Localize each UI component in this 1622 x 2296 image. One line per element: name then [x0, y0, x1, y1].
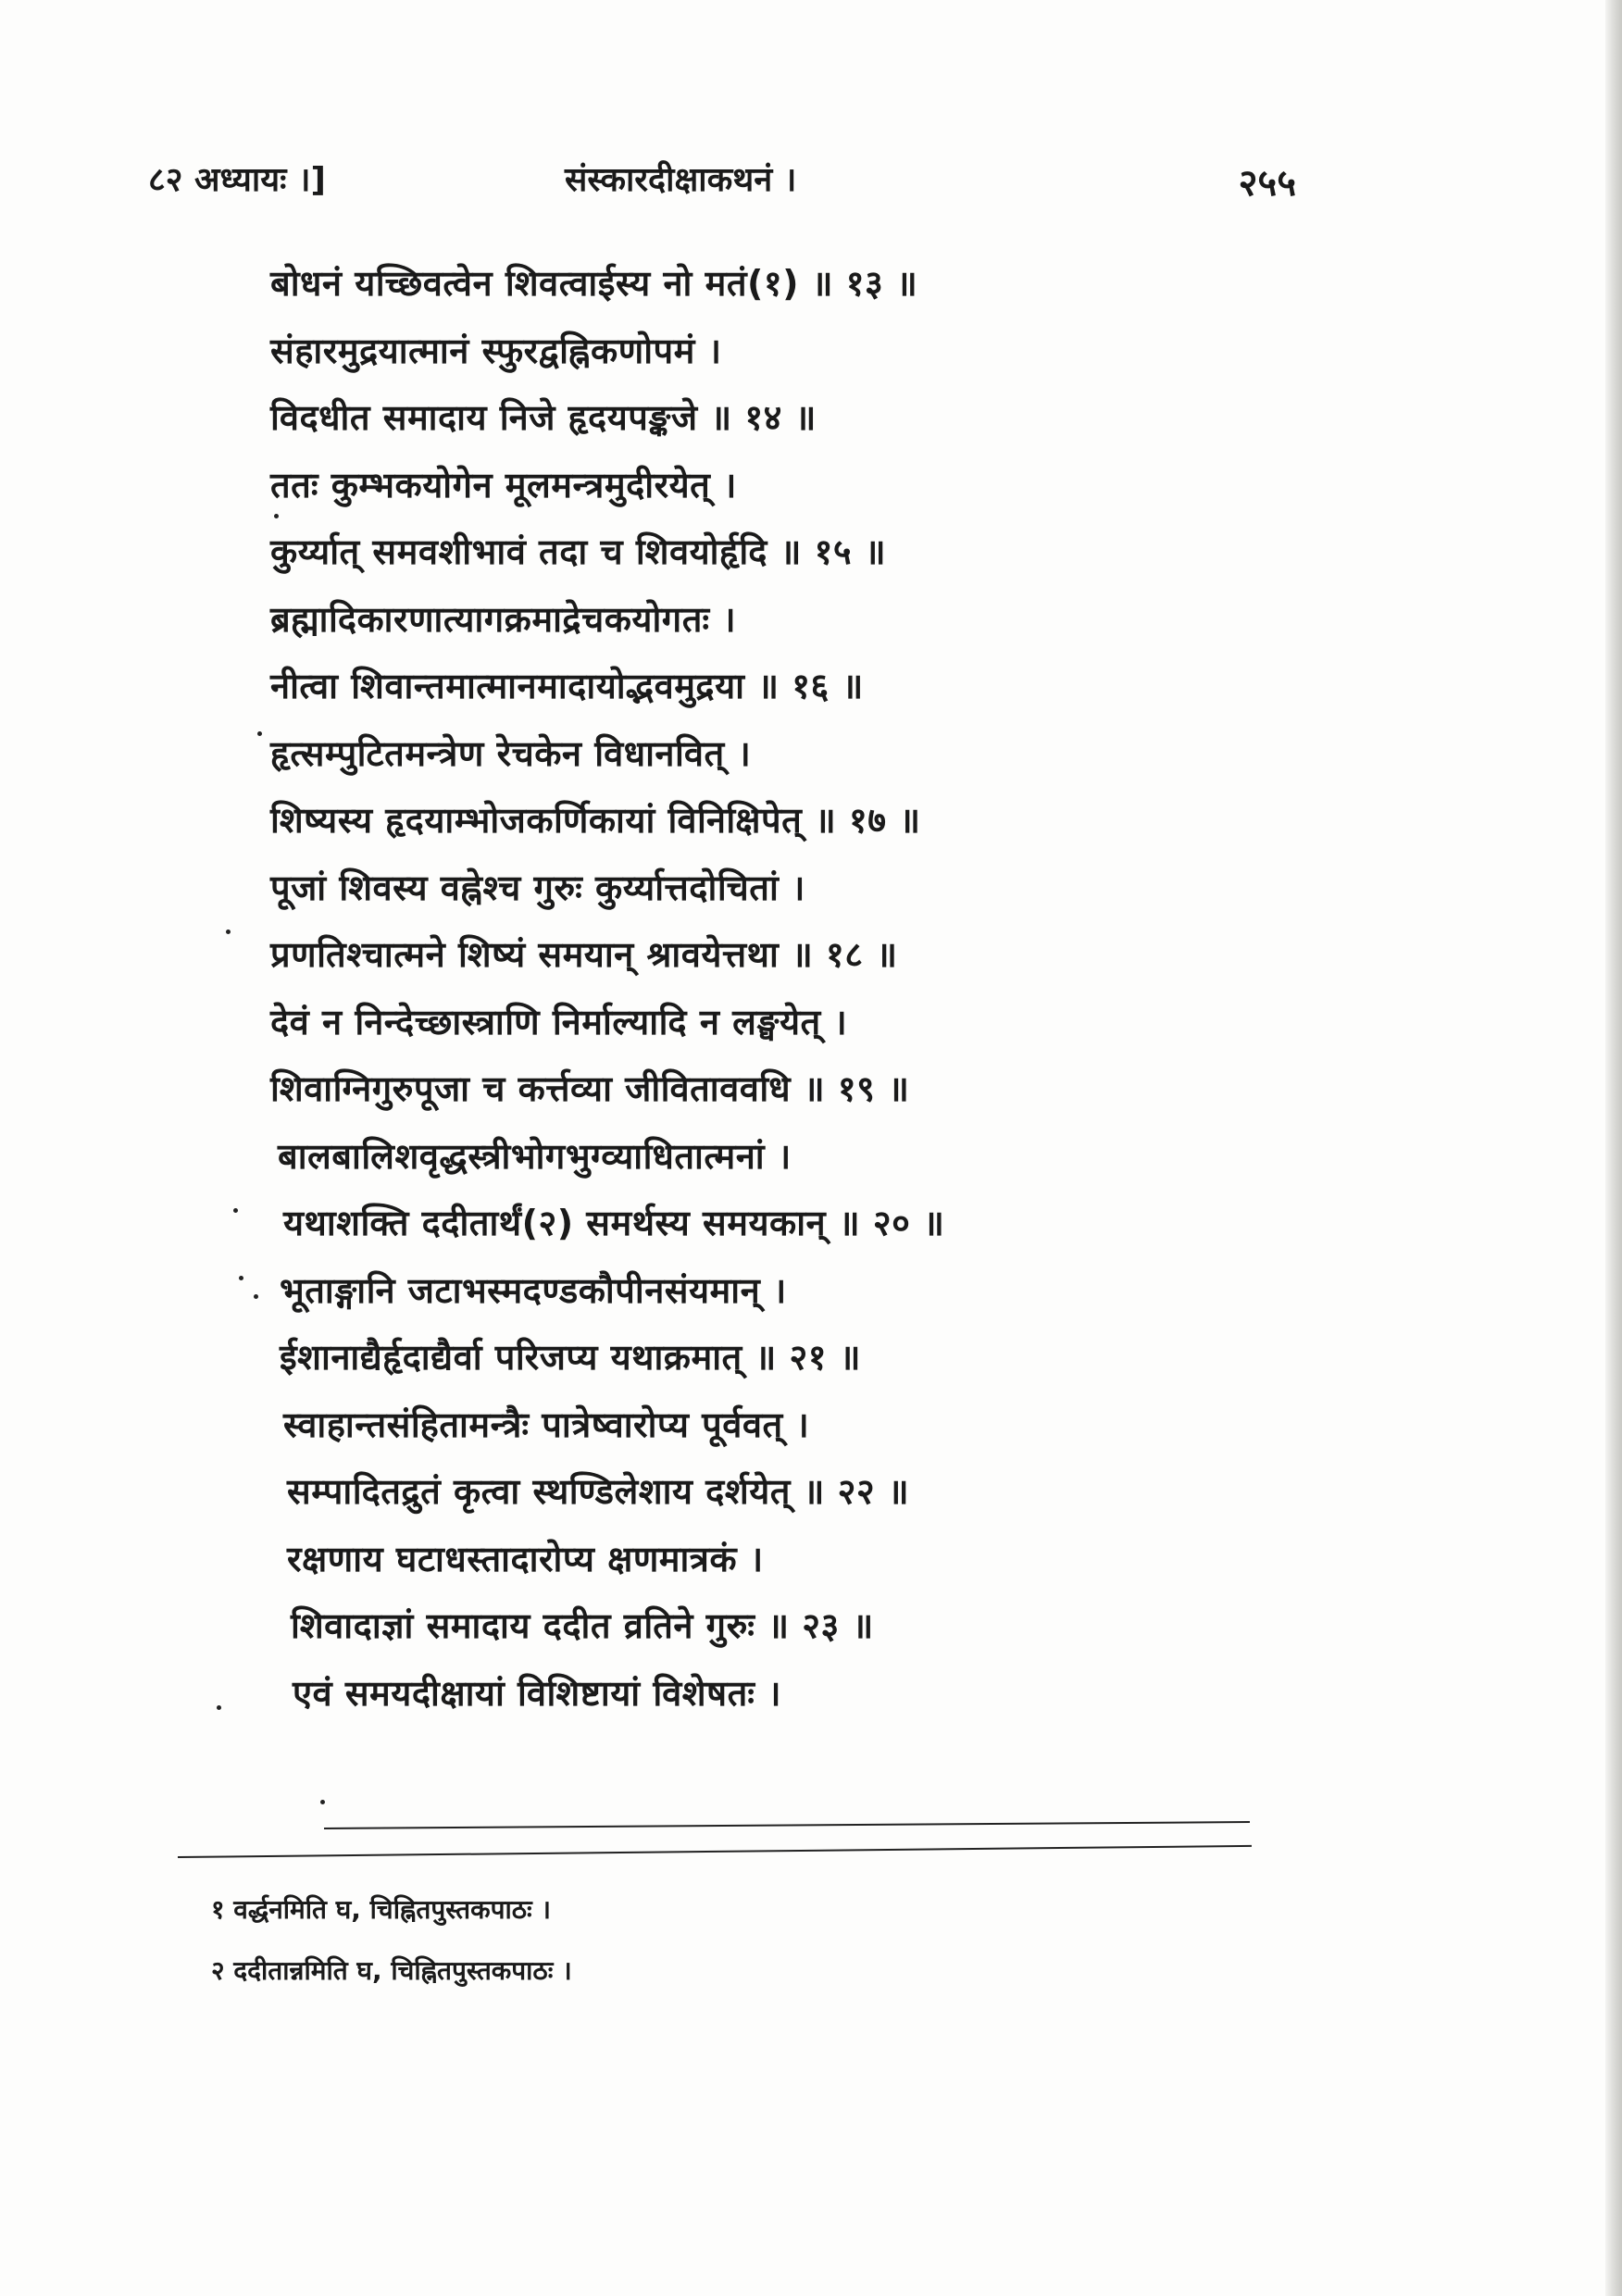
verse-line: संहारमुद्रयात्मानं स्फुरद्वह्निकणोपमं । — [270, 330, 722, 371]
scan-speck — [274, 514, 279, 518]
verse-line: रक्षणाय घटाधस्तादारोप्य क्षणमात्रकं । — [287, 1538, 764, 1579]
verse-list — [270, 250, 1335, 1727]
chapter-label: ८२ अध्यायः ।] — [148, 161, 326, 199]
verse-line: ततः कुम्भकयोगेन मूलमन्त्रमुदीरयेत् । — [270, 464, 737, 505]
footnote-rule-upper — [324, 1821, 1250, 1829]
verse-line: नीत्वा शिवान्तमात्मानमादायोद्भवमुद्रया ॥ १६ ॥ — [270, 666, 864, 706]
scan-speck — [233, 1208, 238, 1213]
scan-speck — [239, 1276, 243, 1280]
verse-line: कुर्य्यात् समवशीभावं तदा च शिवयोर्हृदि ॥ १५ ॥ — [270, 531, 887, 572]
verse-line: हृत्सम्पुटितमन्त्रेण रेचकेन विधानवित् । — [270, 732, 752, 774]
verse-line: एवं समयदीक्षायां विशिष्टायां विशेषतः । — [293, 1672, 782, 1714]
scan-speck — [257, 731, 262, 736]
verse-line: यथाशक्ति ददीतार्थं(२) समर्थस्य समयकान् ॥ २० ॥ — [283, 1203, 945, 1243]
page-edge-shadow — [1605, 0, 1622, 2296]
verse-line: ब्रह्मादिकारणात्यागक्रमाद्रेचकयोगतः । — [270, 598, 737, 640]
scan-speck — [254, 1294, 258, 1299]
running-header — [139, 156, 1296, 211]
footnote-rule-lower — [178, 1845, 1252, 1858]
verse-line: शिवादाज्ञां समादाय ददीत व्रतिने गुरुः ॥ २३ ॥ — [291, 1605, 874, 1646]
verse-line: स्वाहान्तसंहितामन्त्रैः पात्रेष्वारोप्य पूर्ववत् । — [283, 1404, 810, 1445]
scan-speck — [320, 1800, 325, 1804]
verse-line: पूजां शिवस्य वह्नेश्च गुरुः कुर्य्यात्तदोचितां । — [270, 867, 805, 908]
verse-line: बोधनं यच्छिवत्वेन शिवत्वाईस्य नो मतं(१) ॥ १३ ॥ — [270, 263, 918, 304]
page-number: २५५ — [1238, 162, 1296, 205]
verse-line: बालबालिशवृद्धस्त्रीभोगभुग्व्याधितात्मनां । — [278, 1135, 792, 1177]
verse-line: देवं न निन्देच्छास्त्राणि निर्माल्यादि न लङ्घयेत् । — [270, 1001, 848, 1042]
verse-line: शिष्यस्य हृदयाम्भोजकर्णिकायां विनिक्षिपेत् ॥ १७ ॥ — [270, 800, 921, 841]
scan-speck — [217, 1705, 221, 1710]
verse-line: विदधीत समादाय निजे हृदयपङ्कजे ॥ १४ ॥ — [270, 397, 817, 438]
verse-line: प्रणतिश्चात्मने शिष्यं समयान् श्रावयेत्तथा ॥ १८ ॥ — [270, 934, 898, 975]
verse-line: भूताङ्गानि जटाभस्मदण्डकौपीनसंयमान् । — [280, 1269, 787, 1311]
footnote-list — [211, 1879, 1229, 2002]
footnote: २ ददीतान्नमिति घ, चिह्नितपुस्तकपाठः । — [211, 1955, 572, 1986]
verse-line: सम्पादितद्रुतं कृत्वा स्थण्डिलेशाय दर्शयेत् ॥ २२ ॥ — [287, 1471, 910, 1512]
scan-speck — [226, 930, 231, 934]
verse-line: ईशानाद्यैर्हृदाद्यैर्वा परिजप्य यथाक्रमात् ॥ २१ ॥ — [280, 1337, 861, 1378]
section-title: संस्कारदीक्षाकथनं । — [565, 161, 797, 199]
footnote: १ वर्द्धनमिति घ, चिह्नितपुस्तकपाठः । — [211, 1894, 552, 1925]
verse-line: शिवाग्निगुरुपूजा च कर्त्तव्या जीविताववधि ॥ १९ ॥ — [270, 1068, 910, 1109]
